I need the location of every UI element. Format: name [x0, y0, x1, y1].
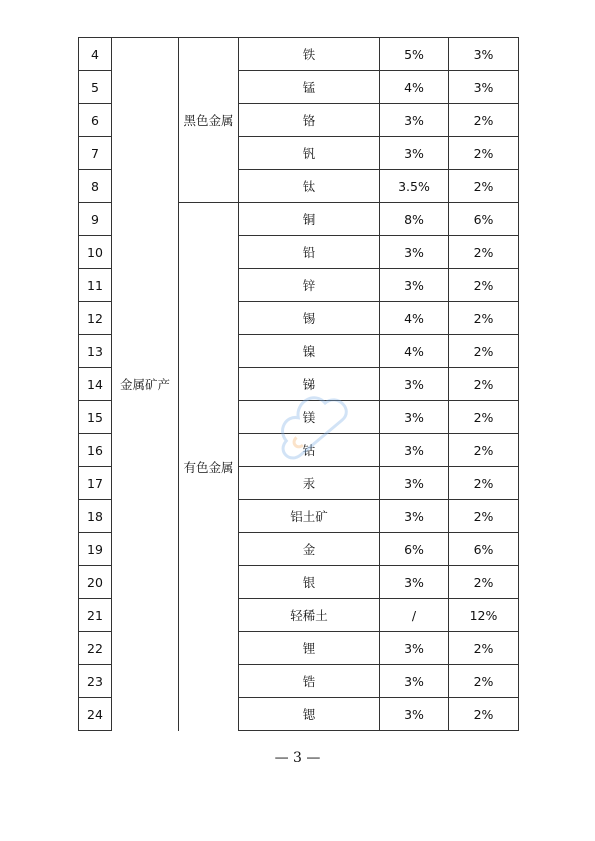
rate-cell: 3% [380, 500, 449, 533]
rate-cell: 3% [380, 236, 449, 269]
rate-cell: 3% [380, 665, 449, 698]
rate-cell: 2% [449, 401, 519, 434]
rate-cell: 12% [449, 599, 519, 632]
rate-cell: 2% [449, 665, 519, 698]
page-number: — 3 — [274, 750, 321, 766]
rate-cell: 3% [380, 566, 449, 599]
mineral-name-cell: 锑 [239, 368, 380, 401]
rate-cell: / [380, 599, 449, 632]
row-number-cell: 18 [79, 500, 112, 533]
rate-cell: 2% [449, 104, 519, 137]
rate-cell: 2% [449, 632, 519, 665]
rate-cell: 2% [449, 335, 519, 368]
row-number-cell: 8 [79, 170, 112, 203]
row-number-cell: 22 [79, 632, 112, 665]
mineral-name-cell: 铁 [239, 38, 380, 71]
row-number-cell: 6 [79, 104, 112, 137]
rate-cell: 3% [380, 137, 449, 170]
mineral-name-cell: 钴 [239, 434, 380, 467]
rate-cell: 2% [449, 302, 519, 335]
rate-cell: 3.5% [380, 170, 449, 203]
rate-cell: 2% [449, 500, 519, 533]
rate-cell: 3% [449, 38, 519, 71]
rate-cell: 3% [380, 632, 449, 665]
mineral-name-cell: 金 [239, 533, 380, 566]
rate-cell: 3% [380, 104, 449, 137]
mineral-name-cell: 钛 [239, 170, 380, 203]
rate-cell: 2% [449, 236, 519, 269]
rate-cell: 4% [380, 71, 449, 104]
rate-cell: 3% [380, 434, 449, 467]
rate-cell: 5% [380, 38, 449, 71]
row-number-cell: 16 [79, 434, 112, 467]
rate-cell: 3% [380, 368, 449, 401]
row-number-cell: 17 [79, 467, 112, 500]
rate-cell: 6% [449, 203, 519, 236]
mineral-name-cell: 锡 [239, 302, 380, 335]
mineral-name-cell: 锂 [239, 632, 380, 665]
rate-cell: 6% [380, 533, 449, 566]
row-number-cell: 20 [79, 566, 112, 599]
row-number-cell: 13 [79, 335, 112, 368]
mineral-name-cell: 镁 [239, 401, 380, 434]
row-number-cell: 11 [79, 269, 112, 302]
rate-cell: 4% [380, 302, 449, 335]
row-number-cell: 5 [79, 71, 112, 104]
row-number-cell: 19 [79, 533, 112, 566]
rate-cell: 2% [449, 467, 519, 500]
row-number-cell: 23 [79, 665, 112, 698]
row-number-cell: 12 [79, 302, 112, 335]
rate-cell: 3% [380, 401, 449, 434]
mineral-name-cell: 锶 [239, 698, 380, 731]
mineral-name-cell: 锌 [239, 269, 380, 302]
mineral-name-cell: 钒 [239, 137, 380, 170]
row-number-cell: 14 [79, 368, 112, 401]
row-number-cell: 21 [79, 599, 112, 632]
rate-cell: 2% [449, 434, 519, 467]
rate-cell: 2% [449, 170, 519, 203]
mineral-name-cell: 锰 [239, 71, 380, 104]
mineral-name-cell: 铅 [239, 236, 380, 269]
rate-cell: 3% [380, 269, 449, 302]
category-cell: 金属矿产 [112, 38, 179, 731]
rate-cell: 3% [380, 467, 449, 500]
table-row [79, 38, 519, 71]
mineral-name-cell: 锆 [239, 665, 380, 698]
mineral-name-cell: 铝土矿 [239, 500, 380, 533]
rate-cell: 2% [449, 566, 519, 599]
rate-cell: 4% [380, 335, 449, 368]
mineral-name-cell: 铜 [239, 203, 380, 236]
rate-cell: 2% [449, 698, 519, 731]
row-number-cell: 24 [79, 698, 112, 731]
row-number-cell: 4 [79, 38, 112, 71]
rate-cell: 3% [380, 698, 449, 731]
mineral-name-cell: 轻稀土 [239, 599, 380, 632]
rate-cell: 3% [449, 71, 519, 104]
row-number-cell: 10 [79, 236, 112, 269]
rate-cell: 8% [380, 203, 449, 236]
row-number-cell: 15 [79, 401, 112, 434]
rate-cell: 2% [449, 368, 519, 401]
mineral-name-cell: 汞 [239, 467, 380, 500]
subcategory-cell: 有色金属 [179, 203, 239, 731]
mineral-name-cell: 银 [239, 566, 380, 599]
rate-cell: 2% [449, 137, 519, 170]
mineral-name-cell: 铬 [239, 104, 380, 137]
row-number-cell: 7 [79, 137, 112, 170]
rate-cell: 6% [449, 533, 519, 566]
subcategory-cell: 黑色金属 [179, 38, 239, 203]
rate-cell: 2% [449, 269, 519, 302]
row-number-cell: 9 [79, 203, 112, 236]
mineral-name-cell: 镍 [239, 335, 380, 368]
